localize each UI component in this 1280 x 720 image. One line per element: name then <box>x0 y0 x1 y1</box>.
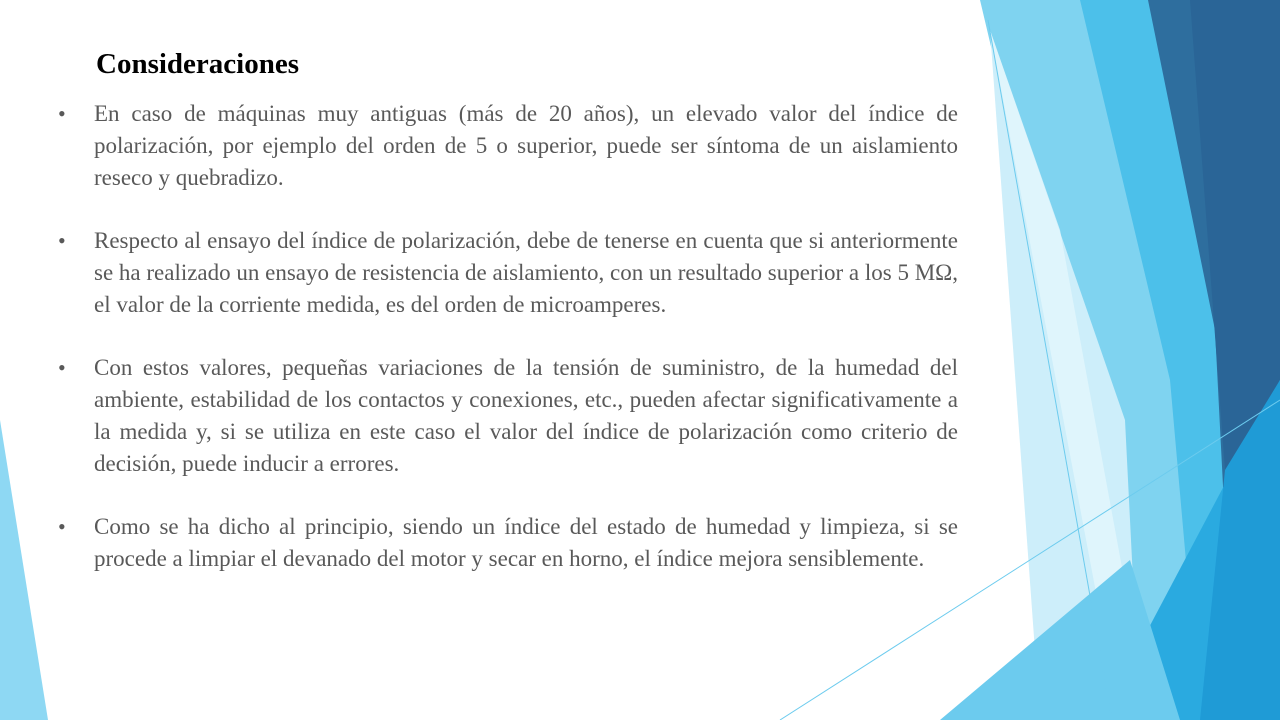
bullet-marker: • <box>58 228 66 253</box>
bullet-item <box>58 352 958 480</box>
left-accent-shape <box>0 420 48 720</box>
bullet-item <box>58 98 958 194</box>
bullet-list <box>58 98 958 606</box>
bullet-item <box>58 511 958 575</box>
bullet-marker: • <box>58 101 66 126</box>
bullet-text: Como se ha dicho al principio, siendo un índice del estado de humedad y limpieza, si se procede a limpiar el devanado del motor y secar en horno, el índice mejora sensiblemente. <box>94 514 958 571</box>
slide-title: Consideraciones <box>96 48 299 80</box>
bullet-text: Respecto al ensayo del índice de polarización, debe de tenerse en cuenta que si anteriormente se ha realizado un ensayo de resistencia de aislamiento, con un resultado superior a los 5 MΩ, el valor de la corriente medida, es del orden de microamperes. <box>94 228 958 317</box>
bullet-text: En caso de máquinas muy antiguas (más de 20 años), un elevado valor del índice de polarización, por ejemplo del orden de 5 o superior, puede ser síntoma de un aislamiento reseco y quebradizo. <box>94 101 958 190</box>
bullet-text: Con estos valores, pequeñas variaciones de la tensión de suministro, de la humedad del ambiente, estabilidad de los contactos y conexiones, etc., pueden afectar significativamente a la medida y, si se utiliza en este caso el valor del índice de polarización como criterio de decisión, puede inducir a errores. <box>94 355 958 476</box>
bullet-item <box>58 225 958 321</box>
bullet-marker: • <box>58 355 66 380</box>
bullet-marker: • <box>58 514 66 539</box>
